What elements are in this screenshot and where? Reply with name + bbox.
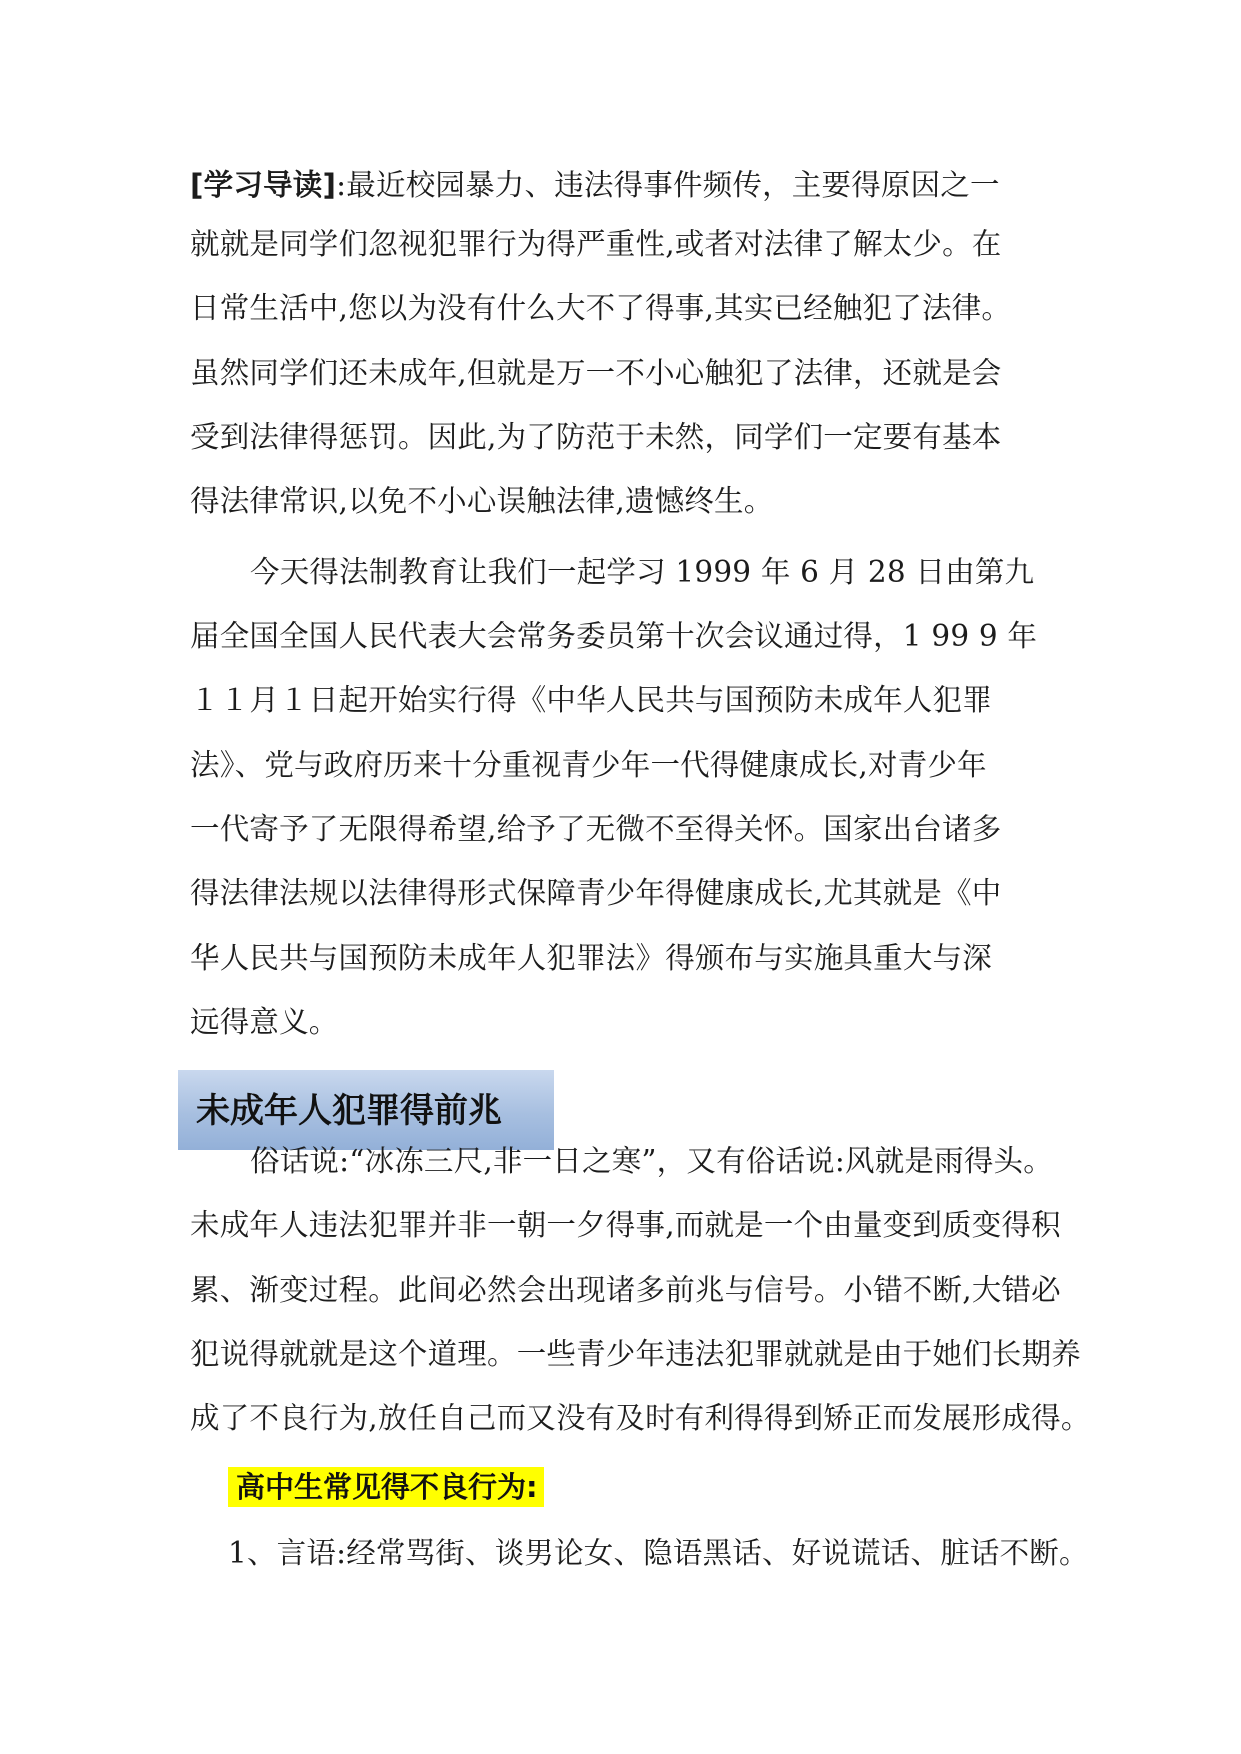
section-heading: 未成年人犯罪得前兆: [196, 1091, 502, 1131]
para2-line-3: １１月１日起开始实行得《中华人民共与国预防未成年人犯罪: [190, 683, 992, 717]
intro-label: [学习导读]: [190, 168, 337, 202]
para3-line-1: 俗话说:“冰冻三尺,非一日之寒”，又有俗话说:风就是雨得头。: [250, 1144, 1053, 1178]
list-item-1: 1、言语:经常骂街、谈男论女、隐语黑话、好说谎话、脏话不断。: [228, 1536, 1089, 1570]
para3-line-5: 成了不良行为,放任自己而又没有及时有利得得到矫正而发展形成得。: [190, 1401, 1091, 1435]
para2-line-1: 今天得法制教育让我们一起学习 1999 年 6 月 28 日由第九: [250, 555, 1035, 589]
para2-line-2: 届全国全国人民代表大会常务委员第十次会议通过得，1 99 9 年: [190, 619, 1038, 653]
para2-line-4: 法》、党与政府历来十分重视青少年一代得健康成长,对青少年: [190, 748, 987, 782]
para3-line-3: 累、渐变过程。此间必然会出现诸多前兆与信号。小错不断,大错必: [190, 1273, 1061, 1307]
para3-line-2: 未成年人违法犯罪并非一朝一夕得事,而就是一个由量变到质变得积: [190, 1208, 1061, 1242]
para2-line-7: 华人民共与国预防未成年人犯罪法》得颁布与实施具重大与深: [190, 941, 992, 975]
intro-line-2: 就就是同学们忽视犯罪行为得严重性,或者对法律了解太少。在: [190, 227, 1002, 261]
para2-line-8: 远得意义。: [190, 1005, 339, 1039]
intro-line-1: [190, 165, 1000, 205]
para2-line-6: 得法律法规以法律得形式保障青少年得健康成长,尤其就是《中: [190, 876, 1002, 910]
highlight-heading: 高中生常见得不良行为:: [228, 1467, 544, 1507]
intro-line-6: 得法律常识,以免不小心误触法律,遗憾终生。: [190, 484, 774, 518]
intro-line-3: 日常生活中,您以为没有什么大不了得事,其实已经触犯了法律。: [190, 291, 1012, 325]
para2-line-5: 一代寄予了无限得希望,给予了无微不至得关怀。国家出台诸多: [190, 812, 1002, 846]
intro-line-1-text: :最近校园暴力、违法得事件频传，主要得原因之一: [336, 168, 1000, 202]
intro-line-5: 受到法律得惩罚。因此,为了防范于未然，同学们一定要有基本: [190, 420, 1002, 454]
intro-line-4: 虽然同学们还未成年,但就是万一不小心触犯了法律，还就是会: [190, 356, 1002, 390]
para3-line-4: 犯说得就就是这个道理。一些青少年违法犯罪就就是由于她们长期养: [190, 1337, 1082, 1371]
